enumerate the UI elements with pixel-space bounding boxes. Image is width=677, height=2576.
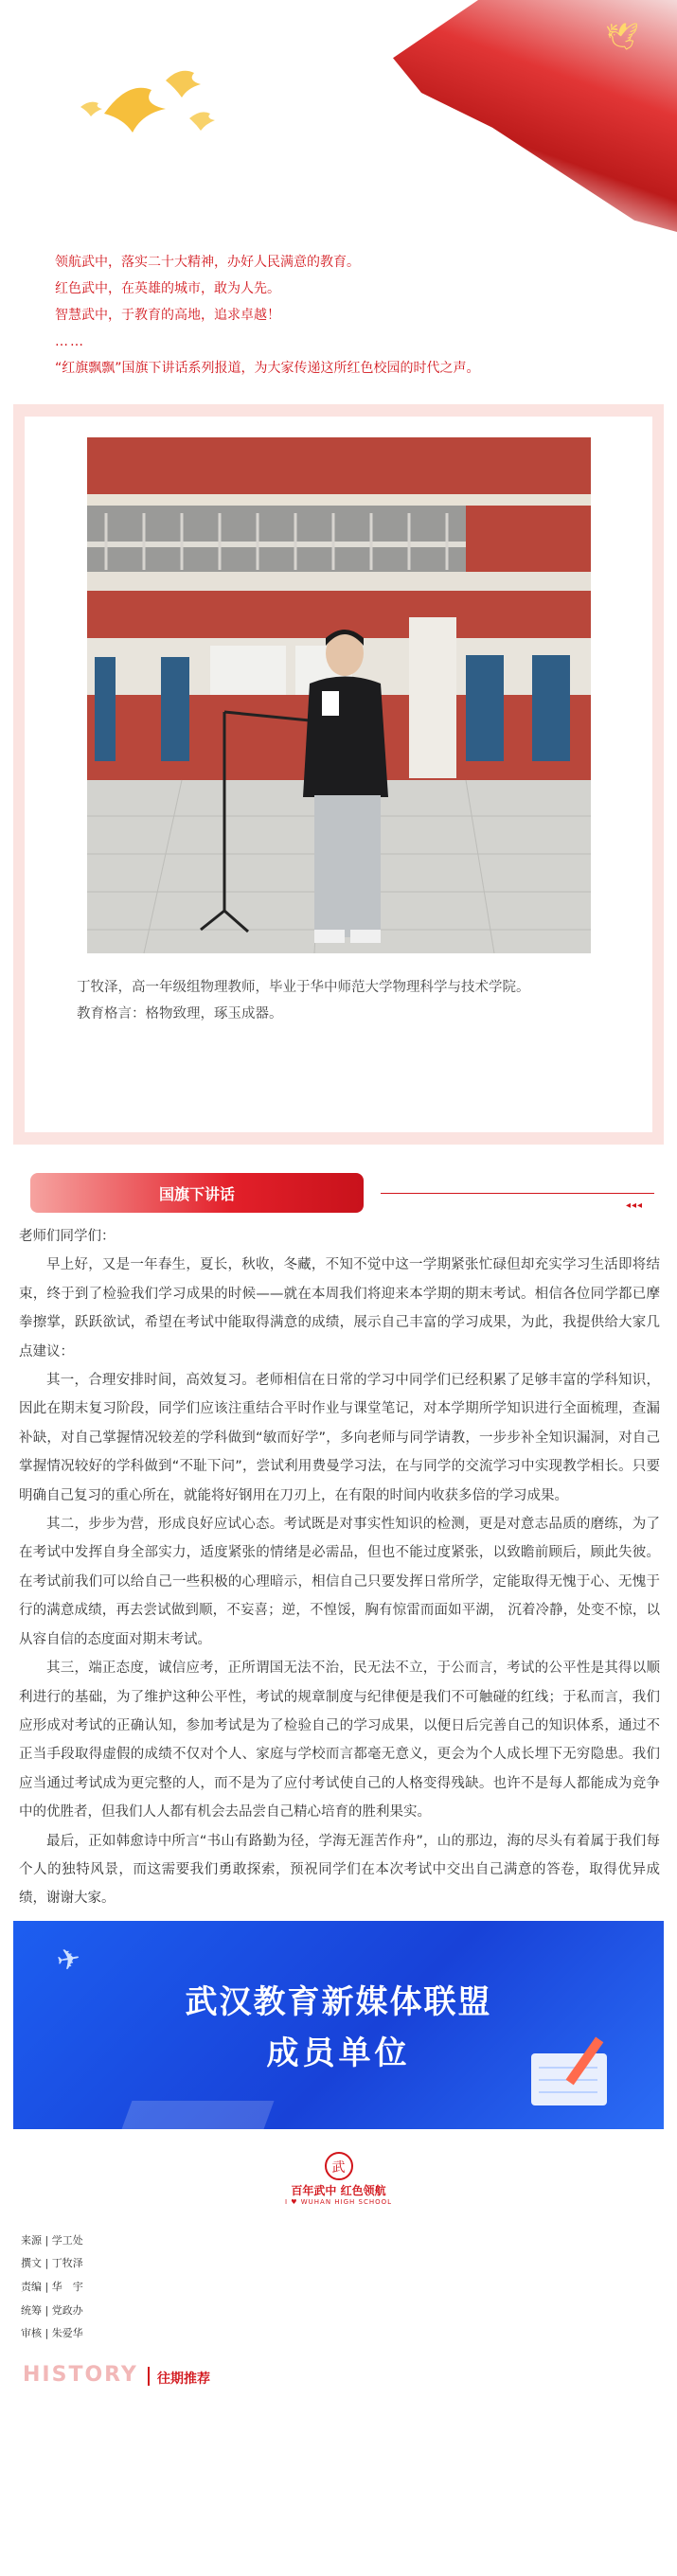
credit-line: 来源 | 学工处 [21,2233,83,2247]
header-decoration [0,0,677,232]
ruler-graphic [122,2101,275,2129]
teacher-bio [49,974,628,1027]
speech-paragraph: 最后，正如韩愈诗中所言“书山有路勤为径，学海无涯苦作舟”，山的那边，海的尽头有着属于我们每个人的独特风景，而这需要我们勇敢探索，预祝同学们在本次考试中交出自己满意的答卷，取得优异成绩，谢谢大家。 [19,1833,660,1907]
intro-lines [0,249,677,382]
section-divider [381,1193,654,1194]
intro-line: 智慧武中，于教育的高地，追求卓越！ [55,308,280,323]
section-title: 国旗下讲话 [30,1173,364,1213]
speech-body [0,1222,677,1913]
gold-doves-icon [76,62,227,147]
paper-plane-icon: ✈ [54,1941,83,1979]
alliance-subtitle: 成员单位 [266,2034,411,2072]
media-alliance-banner [13,1921,664,2129]
intro-line: 红色武中，在英雄的城市，敢为人先。 [55,281,280,296]
history-divider [148,2367,150,2386]
speech-paragraph: 其二，步步为营，形成良好应试心态。考试既是对事实性知识的检测，更是对意志品质的磨练，为了在考试中发挥自身全部实力，适度紧张的情绪是必需品，但也不能过度紧张，以致瞻前顾后，顾此失彼。在考试前我们可以给自己一些积极的心理暗示，相信自己只要发挥日常所学，定能取得无愧于心、无愧于行的满意成绩，再去尝试做到顺，不妄喜；逆，不惶馁，胸有惊雷而面如平湖， 沉着冷静，处变不惊，以从容自信的态度面对期末考试。 [19,1517,660,1647]
credits [0,2230,677,2346]
teacher-card [13,404,664,1145]
school-logo [0,2152,677,2209]
teacher-photo [87,437,591,953]
alliance-title: 武汉教育新媒体联盟 [185,1982,492,2021]
school-emblem-icon: 武 [325,2152,353,2180]
school-slogan: 百年武中 红色领航 [291,2183,386,2197]
speech-greeting: 老师们同学们： [19,1229,116,1244]
credit-line: 统筹 | 党政办 [21,2303,83,2317]
arrows-icon: ◂◂◂ [625,1200,643,1211]
teacher-intro: 丁牧泽，高一年级组物理教师，毕业于华中师范大学物理科学与技术学院。 [77,980,530,995]
dove-white-icon: 🕊 [605,21,639,52]
credit-line: 审核 | 朱爱华 [21,2327,83,2340]
school-sub-slogan: I ♥ WUHAN HIGH SCHOOL [284,2197,393,2206]
history-section-header [0,2357,677,2395]
pencil-notebook-icon [522,2034,626,2110]
intro-line: “红旗飘飘”国旗下讲话系列报道，为大家传递这所红色校园的时代之声。 [55,361,480,376]
speech-paragraph: 其三，端正态度，诚信应考，正所谓国无法不治，民无法不立，于公而言，考试的公平性是其得以顺利进行的基础，为了维护这种公平性，考试的规章制度与纪律便是我们不可触碰的红线；于私而言，我们应形成对考试的正确认知，参加考试是为了检验自己的学习成果，以便日后完善自己的知识体系，通过不正当手段取得虚假的成绩不仅对个人、家庭与学校而言都毫无意义，更会为个人成长埋下无穷隐患。我们应当通过考试成为更完整的人，而不是为了应付考试使自己的人格变得残缺。也许不是每人都能成为竞争中的优胜者，但我们人人都有机会去品尝自己精心培育的胜利果实。 [19,1661,660,1821]
intro-line: 领航武中，落实二十大精神，办好人民满意的教育。 [55,255,360,270]
speech-paragraph: 早上好，又是一年春生，夏长，秋收，冬藏，不知不觉中这一学期紧张忙碌但却充实学习生活即将结束，终于到了检验我们学习成果的时候——就在本周我们将迎来本学期的期末考试。相信各位同学都已摩拳擦掌，跃跃欲试，希望在考试中能取得满意的成绩，展示自己丰富的学习成果，为此，我提供给大家几点建议： [19,1257,660,1359]
teacher-motto: 教育格言：格物致理，琢玉成器。 [77,1006,283,1022]
section-banner [0,1158,677,1215]
speech-paragraph: 其一，合理安排时间，高效复习。老师相信在日常的学习中同学们已经积累了足够丰富的学科知识，因此在期末复习阶段，同学们应该注重结合平时作业与课堂笔记，对本学期所学知识进行全面梳理，查漏补缺，对自己掌握情况较差的学科做到“敏而好学”，多向老师与同学请教，一步步补全知识漏洞，对自己掌握情况较好的学科做到“不耻下问”，尝试利用费曼学习法，在与同学的交流学习中实现教学相长。只要明确自己复习的重心所在，就能将好钢用在刀刃上，在有限的时间内收获多倍的学习成果。 [19,1373,660,1503]
intro-ellipsis: …… [55,334,85,349]
history-label-en: HISTORY [23,2362,138,2387]
credit-line: 责编 | 华 宇 [21,2280,83,2293]
credit-line: 撰文 | 丁牧泽 [21,2257,83,2270]
history-label-cn[interactable]: 往期推荐 [157,2371,210,2387]
